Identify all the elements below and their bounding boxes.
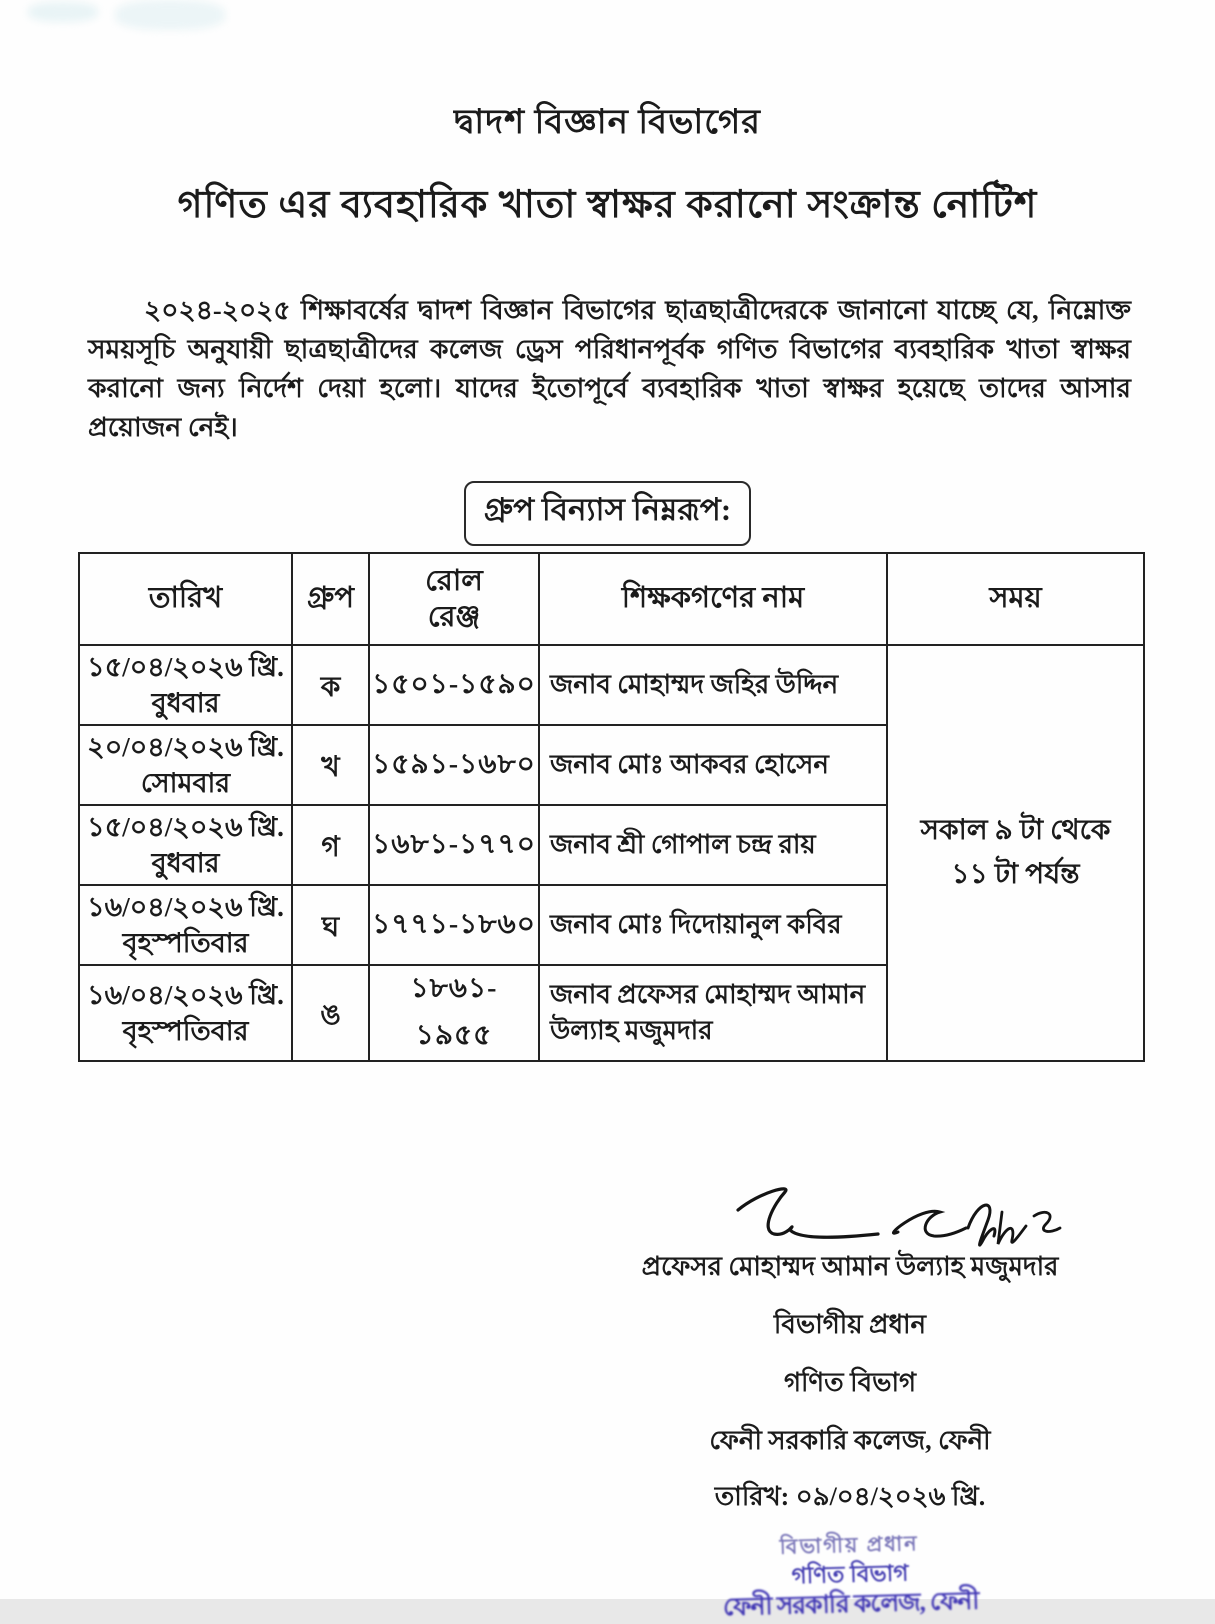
signatory-designation: বিভাগীয় প্রধান [773, 1310, 927, 1339]
signatory-institution: ফেনী সরকারি কলেজ, ফেনী [709, 1426, 991, 1455]
cell-date: ১৬/০৪/২০২৬ খ্রি. বৃহস্পতিবার [79, 965, 292, 1061]
cell-group: গ [292, 805, 369, 885]
table-caption: গ্রুপ বিন্যাস নিম্নরূপ: [464, 481, 751, 546]
table-header-row [79, 553, 1144, 645]
notice-title-block [0, 0, 1215, 239]
notice-date: তারিখ: ০৯/০৪/২০২৬ খ্রি. [714, 1482, 986, 1511]
cell-date: ২০/০৪/২০২৬ খ্রি. সোমবার [79, 725, 292, 805]
stamp-institution: ফেনী সরকারি কলেজ, ফেনী [722, 1587, 979, 1622]
stamp-department: গণিত বিভাগ [791, 1560, 909, 1589]
header-date: তারিখ [79, 553, 292, 645]
cell-roll-range: ১৫০১-১৫৯০ [369, 645, 539, 725]
notice-title-line2: গণিত এর ব্যবহারিক খাতা স্বাক্ষর করানো সংক্রান্ত নোটিশ [177, 184, 1038, 226]
cell-group: ঘ [292, 885, 369, 965]
header-roll-range: রোল রেঞ্জ [369, 553, 539, 645]
cell-teacher-name: জনাব প্রফেসর মোহাম্মদ আমান উল্যাহ মজুমদার [539, 965, 887, 1061]
notice-title-line1: দ্বাদশ বিজ্ঞান বিভাগের [454, 104, 761, 141]
cell-group: ক [292, 645, 369, 725]
cell-teacher-name: জনাব মোহাম্মদ জহির উদ্দিন [539, 645, 887, 725]
cell-teacher-name: জনাব শ্রী গোপাল চন্দ্র রায় [539, 805, 887, 885]
group-schedule-table [78, 552, 1145, 1062]
cell-teacher-name: জনাব মোঃ আকবর হোসেন [539, 725, 887, 805]
cell-roll-range: ১৭৭১-১৮৬০ [369, 885, 539, 965]
notice-body-paragraph: ২০২৪-২০২৫ শিক্ষাবর্ষের দ্বাদশ বিজ্ঞান বিভাগের ছাত্রছাত্রীদেরকে জানানো যাচ্ছে যে, নিম্নোক্ত সময়সূচি অনুযায়ী ছাত্রছাত্রীদের কলেজ ড্রেস পরিধানপূর্বক গণিত বিভাগের ব্যবহারিক খাতা স্বাক্ষর করানো জন্য নির্দেশ দেয়া হলো। যাদের ইতোপূর্বে ব্যবহারিক খাতা স্বাক্ষর হয়েছে তাদের আসার প্রয়োজন নেই। [88, 295, 1131, 442]
stamp-designation: বিভাগীয় প্রধান [779, 1531, 919, 1559]
signature-block [610, 1182, 1090, 1620]
cell-group: ঙ [292, 965, 369, 1061]
cell-time-merged: সকাল ৯ টা থেকে ১১ টা পর্যন্ত [887, 645, 1144, 1061]
cell-roll-range: ১৫৯১-১৬৮০ [369, 725, 539, 805]
header-teacher-name: শিক্ষকগণের নাম [539, 553, 887, 645]
office-ink-stamp [684, 1526, 1016, 1624]
cell-date: ১৫/০৪/২০২৬ খ্রি. বুধবার [79, 645, 292, 725]
cell-roll-range: ১৬৮১-১৭৭০ [369, 805, 539, 885]
cell-group: খ [292, 725, 369, 805]
cell-date: ১৫/০৪/২০২৬ খ্রি. বুধবার [79, 805, 292, 885]
scan-artifact [28, 2, 98, 22]
table-row [79, 645, 1144, 725]
signatory-department: গণিত বিভাগ [783, 1368, 917, 1397]
cell-teacher-name: জনাব মোঃ দিদোয়ানুল কবির [539, 885, 887, 965]
header-group: গ্রুপ [292, 553, 369, 645]
header-time: সময় [887, 553, 1144, 645]
signatory-name: প্রফেসর মোহাম্মদ আমান উল্যাহ মজুমদার [641, 1252, 1059, 1281]
scan-artifact [115, 0, 225, 30]
table-caption-wrap [0, 481, 1215, 546]
cell-date: ১৬/০৪/২০২৬ খ্রি. বৃহস্পতিবার [79, 885, 292, 965]
cell-roll-range: ১৮৬১- ১৯৫৫ [369, 965, 539, 1061]
